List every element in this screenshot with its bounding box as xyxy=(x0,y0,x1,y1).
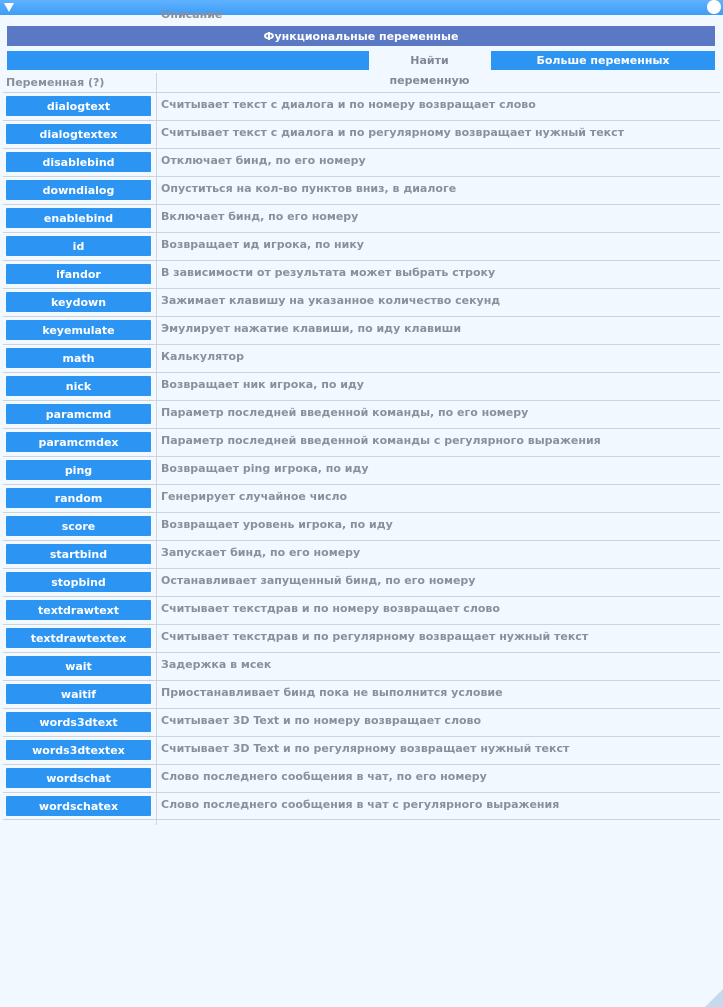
variable-button[interactable]: textdrawtextex xyxy=(6,628,151,648)
variable-description: Отключает бинд, по его номеру xyxy=(161,154,366,167)
variable-button[interactable]: enablebind xyxy=(6,208,151,228)
table-row xyxy=(0,344,720,372)
table-row xyxy=(0,652,720,680)
variable-description: Считывает текстдрав и по регулярному возвращает нужный текст xyxy=(161,630,589,643)
close-circle-icon[interactable] xyxy=(707,0,721,14)
variable-button[interactable]: paramcmdex xyxy=(6,432,151,452)
variable-description: Останавливает запущенный бинд, по его номеру xyxy=(161,574,476,587)
variable-button[interactable]: stopbind xyxy=(6,572,151,592)
table-row xyxy=(0,316,720,344)
table-row xyxy=(0,568,720,596)
title-bar xyxy=(0,0,723,15)
table-row xyxy=(0,232,720,260)
variable-button[interactable]: startbind xyxy=(6,544,151,564)
more-variables-button[interactable]: Больше переменных xyxy=(491,51,715,70)
variable-button[interactable]: words3dtext xyxy=(6,712,151,732)
variable-button[interactable]: wordschat xyxy=(6,768,151,788)
variable-button[interactable]: wait xyxy=(6,656,151,676)
table-row xyxy=(0,148,720,176)
table-row xyxy=(0,736,720,764)
variable-description: Считывает 3D Text и по номеру возвращает слово xyxy=(161,714,482,727)
variable-description: Считывает текст с диалога и по регулярному возвращает нужный текст xyxy=(161,126,625,139)
variable-button[interactable]: dialogtextex xyxy=(6,124,151,144)
variable-button[interactable]: keyemulate xyxy=(6,320,151,340)
variable-description: Генерирует случайное число xyxy=(161,490,348,503)
table-row xyxy=(0,708,720,736)
variable-description: Считывает текстдрав и по номеру возвращает слово xyxy=(161,602,500,615)
variable-description: Считывает 3D Text и по регулярному возвращает нужный текст xyxy=(161,742,570,755)
variable-button[interactable]: keydown xyxy=(6,292,151,312)
collapse-arrow-icon[interactable] xyxy=(4,3,14,12)
variable-button[interactable]: disablebind xyxy=(6,152,151,172)
variable-description: Возвращает ник игрока, по иду xyxy=(161,378,364,391)
table-row xyxy=(0,176,720,204)
variable-button[interactable]: waitif xyxy=(6,684,151,704)
variable-description: Приостанавливает бинд пока не выполнится условие xyxy=(161,686,503,699)
variable-button[interactable]: words3dtextex xyxy=(6,740,151,760)
variable-button[interactable]: downdialog xyxy=(6,180,151,200)
table-row xyxy=(0,484,720,512)
table-row xyxy=(0,680,720,708)
variable-button[interactable]: textdrawtext xyxy=(6,600,151,620)
variable-description: В зависимости от результата может выбрать строку xyxy=(161,266,496,279)
table-row xyxy=(0,456,720,484)
search-variable-input[interactable] xyxy=(7,51,369,70)
variable-description: Калькулятор xyxy=(161,350,244,363)
table-row xyxy=(0,204,720,232)
variable-button[interactable]: ifandor xyxy=(6,264,151,284)
variable-button[interactable]: wordschatex xyxy=(6,796,151,816)
table-row xyxy=(0,372,720,400)
variable-description: Задержка в мсек xyxy=(161,658,272,671)
variable-description: Возвращает уровень игрока, по иду xyxy=(161,518,393,531)
table-row xyxy=(0,260,720,288)
variable-button[interactable]: score xyxy=(6,516,151,536)
search-variable-label: Найти переменную xyxy=(389,54,470,87)
resize-grip-icon[interactable] xyxy=(705,989,723,1007)
window-header-title: Функциональные переменные xyxy=(7,26,715,46)
variables-table xyxy=(0,92,720,820)
table-row xyxy=(0,764,720,792)
variable-description: Считывает текст с диалога и по номеру возвращает слово xyxy=(161,98,536,111)
variable-description: Зажимает клавишу на указанное количество секунд xyxy=(161,294,501,307)
variable-button[interactable]: random xyxy=(6,488,151,508)
variable-description: Возвращает ид игрока, по нику xyxy=(161,238,364,251)
table-row xyxy=(0,400,720,428)
variable-description: Возвращает ping игрока, по иду xyxy=(161,462,369,475)
variable-description: Запускает бинд, по его номеру xyxy=(161,546,361,559)
variable-description: Параметр последней введенной команды с регулярного выражения xyxy=(161,434,601,447)
column-header-variable[interactable]: Переменная (?) xyxy=(6,76,105,89)
variable-button[interactable]: ping xyxy=(6,460,151,480)
table-row xyxy=(0,596,720,624)
table-row xyxy=(0,120,720,148)
column-header-description: Описание xyxy=(161,8,223,21)
table-row xyxy=(0,288,720,316)
variable-description: Эмулирует нажатие клавиши, по иду клавиши xyxy=(161,322,462,335)
table-row xyxy=(0,92,720,120)
variable-button[interactable]: paramcmd xyxy=(6,404,151,424)
variable-description: Опуститься на кол-во пунктов вниз, в диалоге xyxy=(161,182,457,195)
variable-description: Слово последнего сообщения в чат с регулярного выражения xyxy=(161,798,560,811)
table-row xyxy=(0,512,720,540)
variable-button[interactable]: math xyxy=(6,348,151,368)
table-row xyxy=(0,428,720,456)
variable-button[interactable]: id xyxy=(6,236,151,256)
table-row xyxy=(0,792,720,820)
table-row xyxy=(0,624,720,652)
variable-button[interactable]: dialogtext xyxy=(6,96,151,116)
variable-button[interactable]: nick xyxy=(6,376,151,396)
variable-description: Включает бинд, по его номеру xyxy=(161,210,359,223)
variable-description: Параметр последней введенной команды, по его номеру xyxy=(161,406,529,419)
table-row xyxy=(0,540,720,568)
variable-description: Слово последнего сообщения в чат, по его номеру xyxy=(161,770,487,783)
